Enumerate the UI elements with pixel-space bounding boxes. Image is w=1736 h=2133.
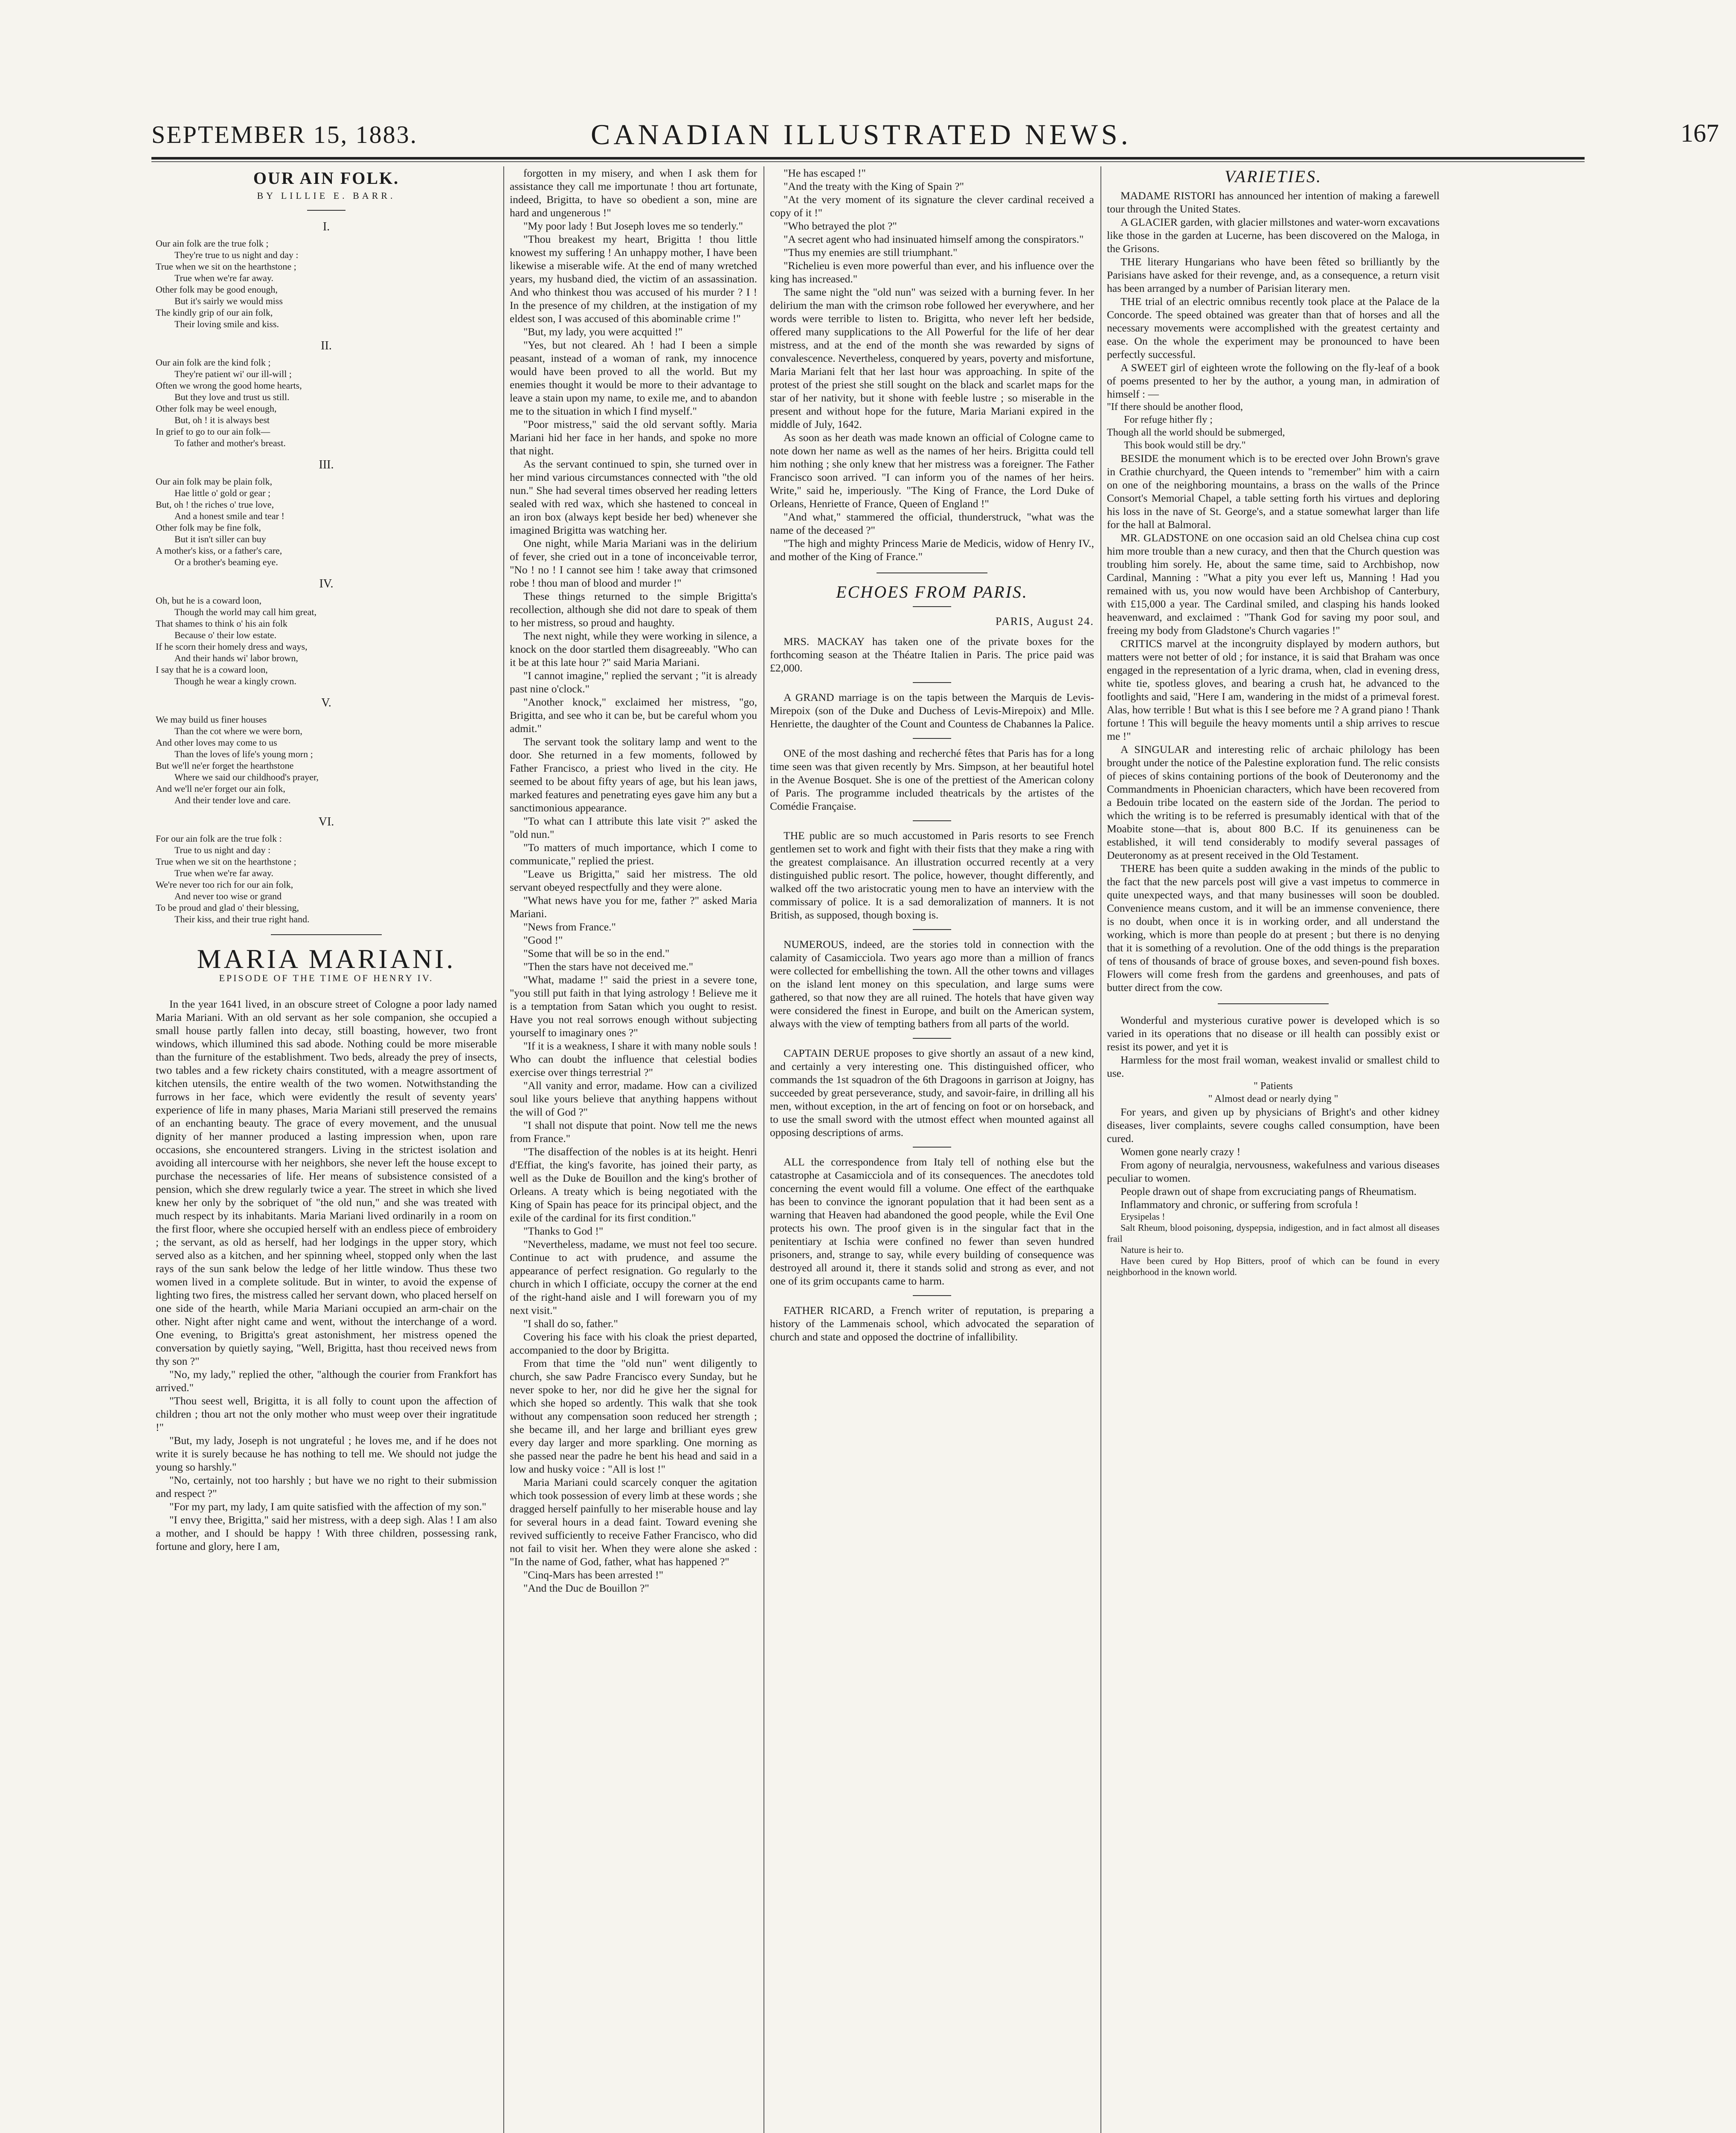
- verse-line: True when we sit on the hearthstone ;: [156, 856, 296, 867]
- paragraph: "Nevertheless, madame, we must not feel too secure. Continue to act with prudence, and assume the appearance of perfect resignation. Go regularly to the church in which I officiate, occupy the corner at the end of the right-hand aisle and I will forewarn you of my next visit.": [510, 1238, 757, 1316]
- divider: [913, 606, 951, 607]
- paragraph: A SINGULAR and interesting relic of archaic philology has been brought under the notice of the Palestine exploration fund. The relic consists of pieces of skins containing portions of the book of Deuteronomy and the Commandments in Phoenician characters, which have been recovered from a Bedouin tribe located on the eastern side of the Jordan. The period to which the writing is to be referred is presumably identical with that of the Moabite stone—that is, about 800 B.C. If its genuineness can be established, it will tend considerably to modify several passages of Deuteronomy as at present received in the Old Testament.: [1107, 743, 1440, 861]
- paragraph: CRITICS marvel at the incongruity displayed by modern authors, but matters were not better of old ; for instance, it is said that Braham was once engaged in the representation of a lyric drama, when, clad in evening dress, white tie, spotless gloves, and bearing a crush hat, he advanced to the footlights and said, "Here I am, wandering in the midst of a primeval forest. Alas, how terrible ! But what is this I see before me ? A grand piano ! Thank fortune ! This will beguile the heavy moments until a ship arrives to rescue me !": [1107, 637, 1440, 742]
- paragraph: THE trial of an electric omnibus recently took place at the Palace de la Concorde. The speed obtained was greater than that of horses and all the necessary movements were accomplished with the greatest certainty and ease. On the whole the experiment may be pronounced to have been perfectly successful.: [1107, 295, 1440, 360]
- verse-line: Other folk may be good enough,: [156, 284, 278, 295]
- paragraph: "I shall not dispute that point. Now tell me the news from France.": [510, 1119, 757, 1145]
- divider: [877, 572, 987, 573]
- divider: [1218, 1003, 1329, 1004]
- varieties-items-b: [1107, 452, 1440, 994]
- paragraph: "Another knock," exclaimed her mistress, "go, Brigitta, and see who it can be, but be careful whom you admit.": [510, 696, 757, 735]
- echoes-title: ECHOES FROM PARIS.: [836, 582, 1028, 602]
- stanza-number: VI.: [318, 815, 334, 828]
- paragraph: Covering his face with his cloak the priest departed, accompanied to the door by Brigitta.: [510, 1331, 757, 1356]
- varieties-items-a: [1107, 189, 1440, 401]
- paragraph: "Thou seest well, Brigitta, it is all folly to count upon the affection of children ; thou art not the only mother who must weep over their ingratitude !": [156, 1395, 497, 1433]
- stanza: [156, 595, 497, 687]
- paragraph: Erysipelas !: [1121, 1211, 1165, 1222]
- paragraph: Nature is heir to.: [1121, 1244, 1184, 1255]
- stanza-number: II.: [321, 339, 332, 352]
- paragraph: One night, while Maria Mariani was in the delirium of fever, she cried out in a tone of inconceivable terror, "No ! no ! I cannot see him ! take away that crimsoned robe ! thou man of blood and murder !": [510, 537, 757, 589]
- verse-line: True when we sit on the hearthstone ;: [156, 261, 296, 272]
- divider: [913, 1038, 951, 1039]
- paragraph: MADAME RISTORI has announced her intention of making a farewell tour through the United States.: [1107, 189, 1440, 215]
- flood-verse: [1107, 401, 1440, 452]
- column-rule: [1100, 166, 1101, 2133]
- verse-line: Where we said our childhood's prayer,: [174, 772, 319, 782]
- paragraph: THERE has been quite a sudden awaking in the minds of the public to the fact that the new parcels post will give a vast impetus to commerce in quite unexpected ways, and that many businesses will soon be doubled. Convenience means custom, and it will be an immense convenience, there is no doubt, when once it is in working order, and all understand the working, which is more than people do at present ; but there is no denying that it is something of a revolution. One of the odd things is the preparation of tens of thousands of brace of grouse boxes, and seven-pound fish boxes. Flowers will come fresh from the gardens and greenhouses, and pats of butter direct from the cow.: [1107, 862, 1440, 994]
- paragraph: "Yes, but not cleared. Ah ! had I been a simple peasant, instead of a woman of rank, my innocence would have been proved to all the world. But my enemies thought it would be more to their advantage to leave a stain upon my name, to exile me, and to abandon me to the situation in which I find myself.": [510, 339, 757, 417]
- verse-line: Though he wear a kingly crown.: [174, 676, 296, 686]
- paragraph: "Some that will be so in the end.": [523, 947, 670, 959]
- verse-line: They're patient wi' our ill-will ;: [174, 369, 292, 379]
- poem-body: [156, 220, 497, 925]
- paragraph: The servant took the solitary lamp and went to the door. She returned in a few moments, followed by Father Francisco, a priest who lived in the city. He seemed to be about fifty years of age, but his lean jaws, marked features and penetrating eyes gave him any but a sanctimonious appearance.: [510, 735, 757, 814]
- paragraph: "A secret agent who had insinuated himself among the conspirators.": [784, 233, 1084, 245]
- echoes-item: A GRAND marriage is on the tapis between the Marquis de Levis-Mirepoix (son of the Duke and Duchess of Levis-Mirepoix) and Mlle. Henriette, the daughter of the Count and Countess de Chabannes la Palice.: [770, 691, 1094, 730]
- divider: [913, 1295, 951, 1296]
- divider: [913, 682, 951, 683]
- echoes-item: FATHER RICARD, a French writer of reputation, is preparing a history of the Lammenais school, which advocated the separation of church and state and opposed the doctrine of infallibility.: [770, 1304, 1094, 1343]
- paragraph: "Who betrayed the plot ?": [784, 220, 897, 232]
- paragraph: "Richelieu is even more powerful than ever, and his influence over the king has increased.": [770, 259, 1094, 285]
- stanza: [156, 238, 497, 330]
- paragraph: "No, my lady," replied the other, "although the courier from Frankfort has arrived.": [156, 1368, 497, 1394]
- echoes-dateline: PARIS, August 24.: [996, 615, 1094, 628]
- paragraph: "But, my lady, you were acquitted !": [523, 325, 683, 338]
- stanza-number: IV.: [319, 577, 334, 590]
- paragraph: "And what," stammered the official, thunderstruck, "what was the name of the deceased ?": [770, 511, 1094, 536]
- paragraph: "What news have you for me, father ?" asked Maria Mariani.: [510, 894, 757, 920]
- echoes-items: [770, 635, 1094, 1343]
- verse-line: And other loves may come to us: [156, 737, 277, 748]
- verse-line: Often we wrong the good home hearts,: [156, 380, 302, 391]
- verse-line: But, oh ! the riches o' true love,: [156, 499, 274, 510]
- paragraph: "Poor mistress," said the old servant softly. Maria Mariani hid her face in her hands, and spoke no more that night.: [510, 418, 757, 457]
- stanza: [156, 476, 497, 568]
- paragraph: MR. GLADSTONE on one occasion said an old Chelsea china cup cost him more trouble than a new curacy, and then that the Church question was troubling him sorely. He, about the same time, said to Archbishop, now Cardinal, Manning : "What a pity you ever left us, Manning ! Had you remained with us, you now would have been Archbishop of Canterbury, with £15,000 a year. The Cardinal smiled, and clasping his hands looked heavenward, and exclaimed : "Thank God for saving my poor soul, and freeing my body from Gladstone's Church vagaries !": [1107, 532, 1440, 636]
- paragraph: BESIDE the monument which is to be erected over John Brown's grave in Crathie churchyard, the Queen intends to "remember" him with a cairn on one of the neighboring mountains, a brass on the walls of the Prince Consort's Memorial Chapel, a table setting forth his virtues and deploring his loss in the nave of St. George's, and a statue somewhat larger than life for the hall at Balmoral.: [1107, 452, 1440, 531]
- poem-byline: BY LILLIE E. BARR.: [257, 190, 396, 201]
- column-4: [1107, 166, 1440, 1278]
- verse-line: Our ain folk are the true folk ;: [156, 238, 269, 249]
- verse-line: Their kiss, and their true right hand.: [174, 914, 310, 924]
- verse-line: We're never too rich for our ain folk,: [156, 879, 293, 890]
- masthead-title: CANADIAN ILLUSTRATED NEWS.: [591, 118, 1132, 151]
- verse-line: Other folk may be fine folk,: [156, 522, 261, 533]
- paragraph: A GLACIER garden, with glacier millstones and water-worn excavations like those in the garden at Lucerne, has been discovered on the Maloga, in the Grisons.: [1107, 216, 1440, 255]
- stanza: [156, 357, 497, 449]
- paragraph: As the servant continued to spin, she turned over in her mind various circumstances connected with "the old nun." She had several times observed her reading letters sealed with red wax, which she hastened to conceal in an iron box (always kept beside her bed) whenever she imagined Brigitta was watching her.: [510, 458, 757, 536]
- paragraph: In the year 1641 lived, in an obscure street of Cologne a poor lady named Maria Mariani. With an old servant as her sole companion, she occupied a small house partly fallen into decay, still boasting, however, two front windows, which illumined this sad abode. Nothing could be more miserable than the furniture of the establishment. Two beds, already the prey of insects, two tables and a few rickety chairs constituted, with a meagre assortment of kitchen utensils, the entire wealth of the two women. Notwithstanding the furrows in her face, which were evidently the result of seventy years' experience of life in many phases, Maria Mariani still preserved the remains of an enchanting beauty. The grace of every movement, and the unusual dignity of her manner produced a lasting impression when, upon rare occasions, she encountered strangers. Living in the strictest isolation and avoiding all intercourse with her neighbors, she never left the house except to purchase the necessaries of life. Her means of subsistence consisted of a pension, which she drew regularly twice a year. The street in which she lived knew her only by the sobriquet of "the old nun," and she was treated with much respect by its inhabitants. Maria Mariani lived ordinarily in a room on the first floor, where she occupied herself with an endless piece of embroidery ; the servant, as old as herself, had her lodgings in the upper story, which served also as a kitchen, and her spinning wheel, stopped only when the last rays of the sun sank below the ledge of her little window. Thus these two women lived in a complete solitude. But in winter, to avoid the expense of lighting two fires, the mistress called her servant down, who placed herself on one side of the hearth, while Maria Mariani occupied an arm-chair on the other. Night after night came and went, without the interchange of a word. One evening, to Brigitta's great astonishment, her mistress opened the conversation by quietly saying, "Well, Brigitta, hast thou received news from thy son ?": [156, 998, 497, 1367]
- story-title: MARIA MARIANI.: [197, 944, 456, 974]
- verse-line: "If there should be another flood,: [1107, 401, 1243, 413]
- divider: [271, 934, 382, 935]
- echoes-item: THE public are so much accustomed in Paris resorts to see French gentlemen set to work and fight with their fists that they make a ring with the greatest complaisance. An illustration occurred recently at a very distinguished public resort. The police, however, thought differently, and walked off the two aristocratic young men to have an interview with the commissary of police. It is a sad demoralization of manners. It is not British, as supposed, though boxing is.: [770, 829, 1094, 921]
- paragraph: "But, my lady, Joseph is not ungrateful ; he loves me, and if he does not write it is surely because he has nothing to tell me. We should not judge the young so harshly.": [156, 1434, 497, 1473]
- paragraph: The next night, while they were working in silence, a knock on the door startled them disagreeably. "Who can it be at this late hour ?" said Maria Mariani.: [510, 630, 757, 668]
- verse-line: For our ain folk are the true folk :: [156, 833, 282, 844]
- verse-line: A mother's kiss, or a father's care,: [156, 545, 282, 556]
- verse-line: Other folk may be weel enough,: [156, 403, 277, 414]
- paragraph: As soon as her death was made known an official of Cologne came to note down her name as well as the names of her heirs. Brigitta could tell him nothing ; she only knew that her mistress was a foreigner. The Father Francisco soon arrived. "I can inform you of the names of her heirs. Write," said he, imperiously. "The King of France, the Lord Duke of Orleans, Henriette of France, Queen of England !": [770, 431, 1094, 510]
- advert-intro: Wonderful and mysterious curative power is developed which is so varied in its operations that no disease or ill health can possibly exist or resist its power, and yet it is: [1107, 1014, 1440, 1053]
- paragraph: "No, certainly, not too harshly ; but have we no right to their submission and respect ?": [156, 1474, 497, 1499]
- verse-line: This book would still be dry.": [1124, 440, 1246, 451]
- echoes-item: NUMEROUS, indeed, are the stories told in connection with the calamity of Casamicciola. Two years ago more than a million of francs were collected for embellishing the town. All the other towns and villages on the island lent money on this speculation, and large sums were gathered, so that now they are all ruined. The hotels that have given way were considered the finest in Europe, and built on the American system, always with the view of tempting bathers from all parts of the world.: [770, 938, 1094, 1030]
- verse-line: The kindly grip of our ain folk,: [156, 307, 273, 318]
- divider: [913, 820, 951, 821]
- divider: [913, 929, 951, 930]
- verse-line: And their hands wi' labor brown,: [174, 653, 298, 663]
- paragraph: "What, madame !" said the priest in a severe tone, "you still put faith in that lying astrology ! Believe me it is a temptation from Satan which you ought to resist. Have you not real sorrows enough without subjecting yourself to imaginary ones ?": [510, 974, 757, 1039]
- verse-line: Because o' their low estate.: [174, 630, 277, 640]
- verse-line: For refuge hither fly ;: [1124, 414, 1213, 425]
- paragraph: "Thou breakest my heart, Brigitta ! thou little knowest my suffering ! An unhappy mother, I have been likewise a miserable wife. At the end of many wretched years, my husband died, the victim of an assassination. And who thinkest thou was accused of his murder ? I ! In the presence of my children, at the instigation of my eldest son, I was accused of this abominable crime !": [510, 233, 757, 325]
- verse-line: Than the loves of life's young morn ;: [174, 749, 313, 759]
- verse-line: Oh, but he is a coward loon,: [156, 595, 262, 606]
- paragraph: forgotten in my misery, and when I ask them for assistance they call me importunate ! thou art fortunate, indeed, Brigitta, to have so obedient a son, mine are hard and ungenerous !": [510, 167, 757, 219]
- verse-line: If he scorn their homely dress and ways,: [156, 641, 308, 652]
- paragraph: "I envy thee, Brigitta," said her mistress, with a deep sigh. Alas ! I am also a mother, and I should be happy ! With three children, possessing rank, fortune and glory, here I am,: [156, 1514, 497, 1552]
- divider: [307, 210, 345, 211]
- paragraph: "I shall do so, father.": [523, 1317, 618, 1330]
- paragraph: "Leave us Brigitta," said her mistress. The old servant obeyed respectfully and they were alone.: [510, 868, 757, 893]
- verse-line: And we'll ne'er forget our ain folk,: [156, 783, 285, 794]
- advert-fine-print: [1107, 1211, 1440, 1278]
- story-subtitle: EPISODE OF THE TIME OF HENRY IV.: [219, 973, 434, 983]
- column-2: [510, 166, 757, 1595]
- verse-line: Our ain folk may be plain folk,: [156, 476, 273, 487]
- verse-line: But we'll ne'er forget the hearthstone: [156, 760, 294, 771]
- advert-items: [1107, 1105, 1440, 1211]
- paragraph: "Cinq-Mars has been arrested !": [523, 1569, 664, 1581]
- paragraph: "To what can I attribute this late visit ?" asked the "old nun.": [510, 815, 757, 840]
- stanza-number: V.: [321, 696, 331, 709]
- verse-line: Than the cot where we were born,: [174, 726, 302, 736]
- paragraph: Inflammatory and chronic, or suffering from scrofula !: [1121, 1198, 1359, 1211]
- verse-line: To father and mother's breast.: [174, 438, 286, 448]
- advert-quote: " Almost dead or nearly dying ": [1208, 1093, 1338, 1104]
- paragraph: "I cannot imagine," replied the servant ; "it is already past nine o'clock.": [510, 669, 757, 695]
- verse-line: But it isn't siller can buy: [174, 534, 266, 544]
- verse-line: To be proud and glad o' their blessing,: [156, 902, 299, 913]
- verse-line: I say that he is a coward loon,: [156, 664, 268, 675]
- echoes-item: CAPTAIN DERUE proposes to give shortly an assaut of a new kind, and certainly a very interesting one. This distinguished officer, who commands the 1st squadron of the 6th Dragoons in garrison at Joigny, has succeeded by great perseverance, study, and savoir-faire, in drilling all his men, without exception, in the art of fencing on foot or on horseback, and to use the small sword with the utmost effect when mounted against all opposing descriptions of arms.: [770, 1047, 1094, 1139]
- verse-line: True when we're far away.: [174, 273, 274, 283]
- advert-quote: " Patients: [1254, 1081, 1293, 1092]
- paragraph: "If it is a weakness, I share it with many noble souls ! Who can doubt the influence that celestial bodies exercise over things terrestrial ?": [510, 1040, 757, 1078]
- column-rule: [763, 166, 764, 2133]
- stanza: [156, 833, 497, 925]
- column-3: [770, 166, 1094, 1343]
- verse-line: And a honest smile and tear !: [174, 511, 284, 521]
- verse-line: That shames to think o' his ain folk: [156, 618, 287, 629]
- paragraph: "The disaffection of the nobles is at its height. Henri d'Effiat, the king's favorite, has joined their party, as well as the Duke de Bouillon and the king's brother of Orleans. A treaty which is being negotiated with the King of Spain has peace for its principal object, and the exile of the cardinal for its first condition.": [510, 1145, 757, 1224]
- column-1: [156, 166, 497, 1553]
- verse-line: But, oh ! it is always best: [174, 415, 270, 425]
- poem-title: OUR AIN FOLK.: [253, 169, 400, 188]
- masthead-rule: [151, 157, 1585, 160]
- verse-line: True when we're far away.: [174, 868, 274, 878]
- verse-line: They're true to us night and day :: [174, 250, 299, 260]
- paragraph: For years, and given up by physicians of Bright's and other kidney diseases, liver complaints, severe coughs called consumption, have been cured.: [1107, 1106, 1440, 1145]
- paragraph: From agony of neuralgia, nervousness, wakefulness and various diseases peculiar to women.: [1107, 1159, 1440, 1184]
- paragraph: "Good !": [523, 934, 563, 946]
- paragraph: "He has escaped !": [784, 167, 866, 179]
- verse-line: Though the world may call him great,: [174, 607, 316, 617]
- verse-line: Though all the world should be submerged,: [1107, 427, 1285, 438]
- paragraph: "Thus my enemies are still triumphant.": [784, 246, 958, 259]
- paragraph: "Then the stars have not deceived me.": [523, 960, 694, 973]
- stanza: [156, 714, 497, 806]
- paragraph: "For my part, my lady, I am quite satisfied with the affection of my son.": [169, 1500, 487, 1513]
- paragraph: A SWEET girl of eighteen wrote the following on the fly-leaf of a book of poems presented to her by the author, a young man, in admiration of himself : —: [1107, 361, 1440, 400]
- verse-line: Or a brother's beaming eye.: [174, 557, 278, 567]
- verse-line: True to us night and day :: [174, 845, 271, 855]
- verse-line: Their loving smile and kiss.: [174, 319, 279, 329]
- stanza-number: III.: [319, 458, 334, 471]
- masthead-rule-thin: [151, 161, 1585, 162]
- paragraph: These things returned to the simple Brigitta's recollection, although she did not dare to speak of them to her mistress, so proud and haughty.: [510, 590, 757, 629]
- advert-line: Harmless for the most frail woman, weakest invalid or smallest child to use.: [1107, 1054, 1440, 1079]
- story-body: [156, 997, 497, 1553]
- varieties-title: VARIETIES.: [1224, 167, 1322, 186]
- verse-line: And their tender love and care.: [174, 795, 291, 805]
- verse-line: But it's sairly we would miss: [174, 296, 283, 306]
- echoes-item: ALL the correspondence from Italy tell of nothing else but the catastrophe at Casamicciola and of its consequences. The anecdotes told concerning the event would fill a volume. One effect of the earthquake has been to convince the ignorant population that it had been sent as a warning that Heaven had abandoned the good people, while the Evil One protects his own. The proof given is in the singular fact that in the penitentiary at Ischia were confined no fewer than seven hundred prisoners, and, strange to say, while every building of consequence was destroyed all around it, there it stands solid and strong as ever, and not one of its grim occupants came to harm.: [770, 1156, 1094, 1287]
- column-rule: [503, 166, 504, 2133]
- paragraph: From that time the "old nun" went diligently to church, she saw Padre Francisco every Sunday, but he never spoke to her, nor did he give her the signal for which she hoped so ardently. This walk that she took without any compensation soon reduced her strength ; she became ill, and her large and brilliant eyes grew every day larger and more sparkling. One morning as she passed near the padre he bent his head and said in a low and husky voice : "All is lost !": [510, 1357, 757, 1475]
- paragraph: "Thanks to God !": [523, 1225, 604, 1237]
- paragraph: Salt Rheum, blood poisoning, dyspepsia, indigestion, and in fact almost all diseases frail: [1107, 1222, 1440, 1244]
- echoes-item: ONE of the most dashing and recherché fêtes that Paris has for a long time seen was that given recently by Mrs. Simpson, at her beautiful hotel in the Avenue Bosquet. She is one of the prettiest of the American colony of Paris. The programme included theatricals by the artistes of the Comédie Française.: [770, 747, 1094, 812]
- paragraph: "And the treaty with the King of Spain ?": [784, 180, 964, 192]
- page-number: 167: [1681, 119, 1719, 147]
- paragraph: People drawn out of shape from excruciating pangs of Rheumatism.: [1121, 1185, 1417, 1197]
- paragraph: THE literary Hungarians who have been fêted so brilliantly by the Parisians have asked for their revenge, and, as a consequence, a return visit has been arranged by a number of Parisian literary men.: [1107, 256, 1440, 294]
- story-conclusion: [770, 166, 1094, 563]
- echoes-item: MRS. MACKAY has taken one of the private boxes for the forthcoming season at the Théatre Italien in Paris. The price paid was £2,000.: [770, 635, 1094, 674]
- paragraph: "My poor lady ! But Joseph loves me so tenderly.": [523, 220, 743, 232]
- paragraph: "News from France.": [523, 921, 616, 933]
- verse-line: We may build us finer houses: [156, 714, 267, 725]
- divider: [913, 1147, 951, 1148]
- paragraph: "To matters of much importance, which I come to communicate," replied the priest.: [510, 841, 757, 867]
- verse-line: But they love and trust us still.: [174, 392, 290, 402]
- paragraph: The same night the "old nun" was seized with a burning fever. In her delirium the man with the crimson robe followed her everywhere, and her words were terrible to listen to. Brigitta, who never left her bedside, offered many supplications to the All Powerful for the life of her dear mistress, and at the end of the month she was rewarded by signs of convalescence. Nevertheless, conquered by years, poverty and misfortune, Maria Mariani felt that her last hour was approaching. In spite of the protest of the priest she still sought on the black and scarlet maps for the star of her nativity, but it shone with feeble lustre ; so miserable in the present and without hope for the future, Maria Mariani expired in the middle of July, 1642.: [770, 286, 1094, 430]
- story-continued: [510, 166, 757, 1595]
- paragraph: Maria Mariani could scarcely conquer the agitation which took possession of every limb at these words ; she dragged herself painfully to her miserable house and lay for several hours in a dead faint. Toward evening she revived sufficiently to receive Father Francisco, who did not fail to visit her. When they were alone she asked : "In the name of God, father, what has happened ?": [510, 1476, 757, 1568]
- paragraph: "The high and mighty Princess Marie de Medicis, widow of Henry IV., and mother of the King of France.": [770, 537, 1094, 563]
- stanza-number: I.: [322, 220, 330, 233]
- verse-line: Our ain folk are the kind folk ;: [156, 357, 271, 368]
- paragraph: "All vanity and error, madame. How can a civilized soul like yours believe that anything happens without the will of God ?": [510, 1079, 757, 1118]
- paragraph: "At the very moment of its signature the clever cardinal received a copy of it !": [770, 193, 1094, 219]
- verse-line: Hae little o' gold or gear ;: [174, 488, 271, 498]
- verse-line: In grief to go to our ain folk—: [156, 426, 270, 437]
- paragraph: Have been cured by Hop Bitters, proof of which can be found in every neighborhood in the known world.: [1107, 1255, 1440, 1277]
- paragraph: Women gone nearly crazy !: [1121, 1145, 1241, 1158]
- paragraph: "And the Duc de Bouillon ?": [523, 1582, 649, 1594]
- divider: [913, 738, 951, 739]
- verse-line: And never too wise or grand: [174, 891, 282, 901]
- masthead-date: SEPTEMBER 15, 1883.: [151, 121, 418, 148]
